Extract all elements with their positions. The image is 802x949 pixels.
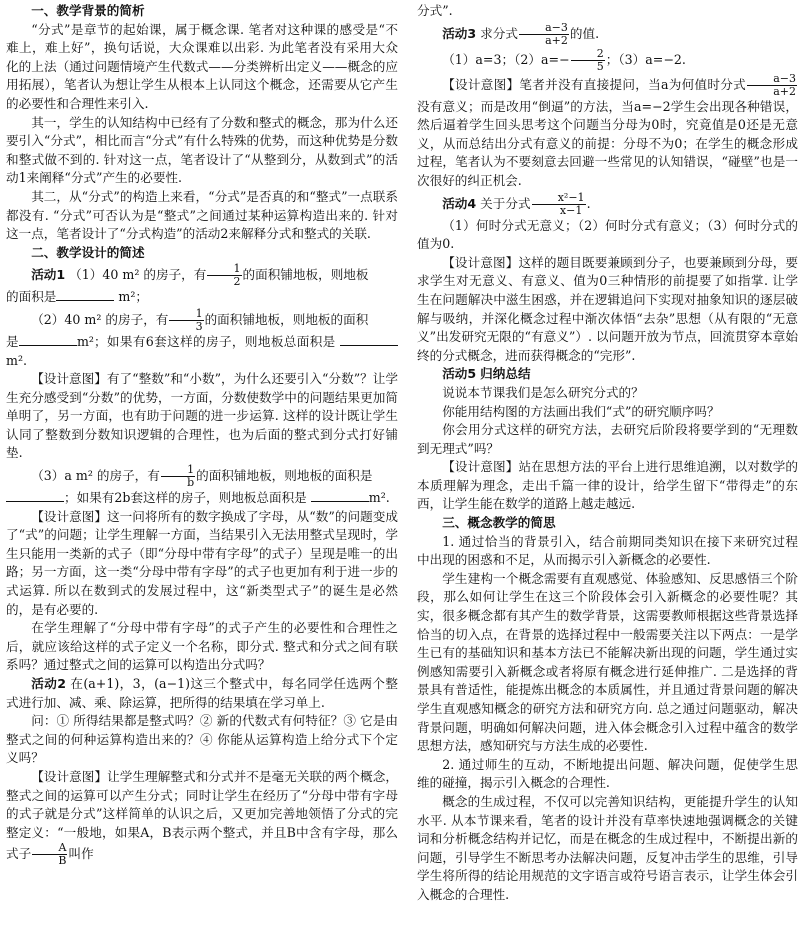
answer-blank xyxy=(6,489,64,502)
activity-1-question-2: （2）40 m² 的房子，有 $\frac{1}{3}$ 的面积铺地板，则地板的面积 xyxy=(31,306,369,333)
activity-title: 归纳总结 xyxy=(480,366,531,382)
activity-3: 活动3 求分式 $\frac{a-3}{a+2}$ 的值. xyxy=(442,20,600,47)
activity-4: 活动4 关于分式 $\frac{\text{x²−1}}{x-1}$ . xyxy=(442,190,591,217)
paragraph: 在学生理解了“分母中带有字母”的式子产生的必要性和合理性之后，就应该给这样的式子定义一个名称，即分式. 整式和分式之间有联系吗？通过整式之间的运算可以构造出分式吗？ xyxy=(6,620,398,673)
design-intent-paragraph: 【设计意图】有了“整数”和“小数”，为什么还要引入“分数”？让学生充分感受到“分数”的优势，一方面，分数使数学中的问题结果更加简单明了，另一方面，也有助于问题的进一步运算. 这样的设计既让学生认同了整数到分数知识逻辑的合理性，也为后面的整式到分式打好铺垫. xyxy=(6,371,398,461)
design-intent-paragraph: 【设计意图】笔者并没有直接提问，当a为何值时分式 $\frac{a-3}{a+2}$ 没有意义；而是改用“倒逼”的方法，当a=−2学生会出现各种错误，然后逼着学生回头思考这个问题当分母为0时，究竟值是0还是无意义，从而总结出分式有意义的前提：分母不为0；在学生的概念形成过程，笔者认为不要刻意去回避一些常见的认知错误，“碰壁”也是一次很好的纠正机会. xyxy=(417,71,798,188)
right-column xyxy=(417,2,798,905)
fraction: $\frac{1}{b}$ xyxy=(161,464,195,489)
fraction: $\frac{a-3}{a+2}$ xyxy=(747,73,797,98)
answer-blank xyxy=(311,489,369,502)
fraction: $\frac{1}{3}$ xyxy=(169,308,203,333)
activity-label: 活动5 xyxy=(442,366,477,382)
activity-label: 活动2 xyxy=(31,676,66,691)
question-list: 问：① 所得结果都是整式吗？② 新的代数式有何特征？③ 它是由整式之间的何种运算构造出来的？④ 你能从运算构造上给分式下个定义吗？ xyxy=(6,713,398,766)
left-column xyxy=(6,2,398,867)
activity-1-question-3: （3）a m² 的房子，有 $\frac{1}{b}$ 的面积铺地板，则地板的面积是 xyxy=(31,463,373,490)
answer-blank xyxy=(19,333,77,346)
activity-label: 活动4 xyxy=(442,195,477,211)
fraction: $\frac{A}{B}$ xyxy=(32,842,67,867)
paragraph: 你能用结构图的方法画出我们“式”的研究顺序吗？ xyxy=(442,403,720,419)
paragraph: 分式”. xyxy=(417,3,453,18)
paragraph: “分式”是章节的起始课，属于概念课. 笔者对这种课的感受是“不难上，难上好”，换句话说，大众课难以出彩. 为此笔者没有采用大众化的上法（通过问题情境产生代数式——分类辨析出定义——概念的应用拓展），笔者认为想让学生从根本上认同这个概念，还需要从它产生的必要性和合理性来引入. xyxy=(6,21,398,111)
question-list: （1）何时分式无意义；（2）何时分式有意义；（3）何时分式的值为0. xyxy=(417,217,798,252)
paragraph: 概念的生成过程，不仅可以完善知识结构，更能提升学生的认知水平. 从本节课来看，笔者的设计并没有草率快速地强调概念的关键词和分析概念结构并记忆，而是在概念的生成过程中，不断提出新的问题，引导学生不断思考办法解决问题，反复冲击学生的思维，引导学生将所得的结论用规范的文字语言或符号语言表示，让学生体会引入概念的合理性. xyxy=(417,793,798,902)
paragraph: 其二，从“分式”的构造上来看，“分式”是否真的和“整式”一点联系都没有. “分式”可否认为是“整式”之间通过某种运算构造出来的. 针对这一点，笔者设计了“分式构造”的活动2来解释分式和整式的关联. xyxy=(6,188,398,242)
paragraph: 学生建构一个概念需要有直观感觉、体验感知、反思感悟三个阶段，那么如何让学生在这三个阶段体会引入新概念的必要性呢？其实，很多概念都有其产生的数学背景，这需要教师根据这些背景选择恰当的切入点，在背景的选择过程中一般需要关注以下两点：一是学生已有的基础知识和基本方法已不能解决新出现的问题，学生通过实例感知需要引入新概念或者将原有概念进行延伸推广. 二是选择的背景具有普适性，能提炼出概念的本质属性，并且通过背景问题的解决学生直观感知概念的研究方法和研究方向. 总之通过问题驱动，解决背景问题，明确如何解决问题，进入体会概念引入过程中蕴含的数学思想方法，感知研究与方法生成的必要性. xyxy=(417,570,798,754)
answer-blank xyxy=(56,288,114,301)
section-heading: 三、概念教学的简思 xyxy=(442,515,556,531)
activity-5 xyxy=(417,365,798,384)
activity-1-answer-1: 的面积是 m²； xyxy=(6,289,148,305)
fraction: $\frac{1}{2}$ xyxy=(207,263,241,288)
activity-1-question-1: 活动1 （1）40 m² 的房子，有 $\frac{1}{2}$ 的面积铺地板，则地板 xyxy=(31,262,369,289)
paragraph: 1. 通过恰当的背景引入，结合前期同类知识在接下来研究过程中出现的困惑和不足，从而揭示引入新概念的必要性. xyxy=(417,533,798,568)
fraction: $\frac{a-3}{a+2}$ xyxy=(519,22,569,47)
activity-2: 活动2 在(a+1)，3，(a−1)这三个整式中，每名同学任选两个整式进行加、减、乘、除运算，把所得的结果填在学习单上. xyxy=(6,676,398,710)
design-intent-paragraph: 【设计意图】这样的题目既要兼顾到分子，也要兼顾到分母，要求学生对无意义、有意义、值为0三种情形的前提要了如指掌. 让学生在问题解决中滋生困惑，并在逻辑追问下实现对抽象知识的逐层破解与吸纳，并深化概念过程中渐次体悟“去杂”思想（从有限的“无意义”出发研究无限的“有意义”）. 以问题开放为节点，回流贯穿本章始终的分式概念，进而获得概念的“完形”. xyxy=(417,254,798,363)
section-heading: 一、教学背景的简析 xyxy=(31,3,145,18)
design-intent-paragraph: 【设计意图】站在思想方法的平台上进行思维追溯，以对数学的本质理解为理念，走出千篇一律的设计，给学生留下“带得走”的东西，让学生能在数学的道路上越走越远. xyxy=(417,459,798,512)
activity-3-cases: （1）a=3；（2）a=− $\frac{2}{5}$ ；（3）a=−2. xyxy=(442,46,686,73)
paragraph: 其一，学生的认知结构中已经有了分数和整式的概念，那为什么还要引入“分式”，相比而言“分式”有什么特殊的优势，而这种优势是分数和整式做不到的. 针对这一点，笔者设计了“从整到分，从数到式”的活动1来阐释“分式”产生的必要性. xyxy=(6,114,398,186)
paragraph: 你会用分式这样的研究方法，去研究后阶段将要学到的“无理数到无理式”吗？ xyxy=(417,422,798,456)
paragraph: 说说本节课我们是怎么研究分式的？ xyxy=(442,384,644,400)
activity-1-answer-3: ；如果有2b套这样的房子，则地板总面积是 m². xyxy=(6,489,398,508)
section-heading: 二、教学设计的简述 xyxy=(31,244,145,260)
answer-blank xyxy=(340,333,398,346)
paragraph: 2. 通过师生的互动，不断地提出问题、解决问题，促使学生思维的碰撞，揭示引入概念的合理性. xyxy=(417,756,798,791)
fraction: $\frac{2}{5}$ xyxy=(571,48,605,73)
design-intent-paragraph: 【设计意图】这一问将所有的数字换成了字母，从“数”的问题变成了“式”的问题；让学生理解一方面，当结果引入无法用整式呈现时，学生只能用一类新的式子（即“分母中带有字母”的式子）呈现是唯一的出路；另一方面，这一类“分母中带有字母”的式子也更加有利于进一步的式运算. 所以在数到式的发展过程中，这“新类型式子”的诞生是必然的，是有必要的. xyxy=(6,508,398,617)
design-intent-paragraph: 【设计意图】让学生理解整式和分式并不是毫无关联的两个概念，整式之间的运算可以产生分式；同时让学生在经历了“分母中带有字母的式子就是分式”这样简单的认识之后，又更加完善地领悟了分式的完整定义：“一般地，如果A，B表示两个整式，并且B中含有字母，那么式子 $\frac{A}{B}$ 叫作 xyxy=(6,768,398,868)
activity-label: 活动3 xyxy=(442,25,477,41)
activity-1-answer-2: 是 m²；如果有6套这样的房子，则地板总面积是 m². xyxy=(6,333,398,370)
activity-label: 活动1 xyxy=(31,267,66,283)
fraction: $\frac{\text{x²−1}}{x-1}$ xyxy=(532,192,586,217)
